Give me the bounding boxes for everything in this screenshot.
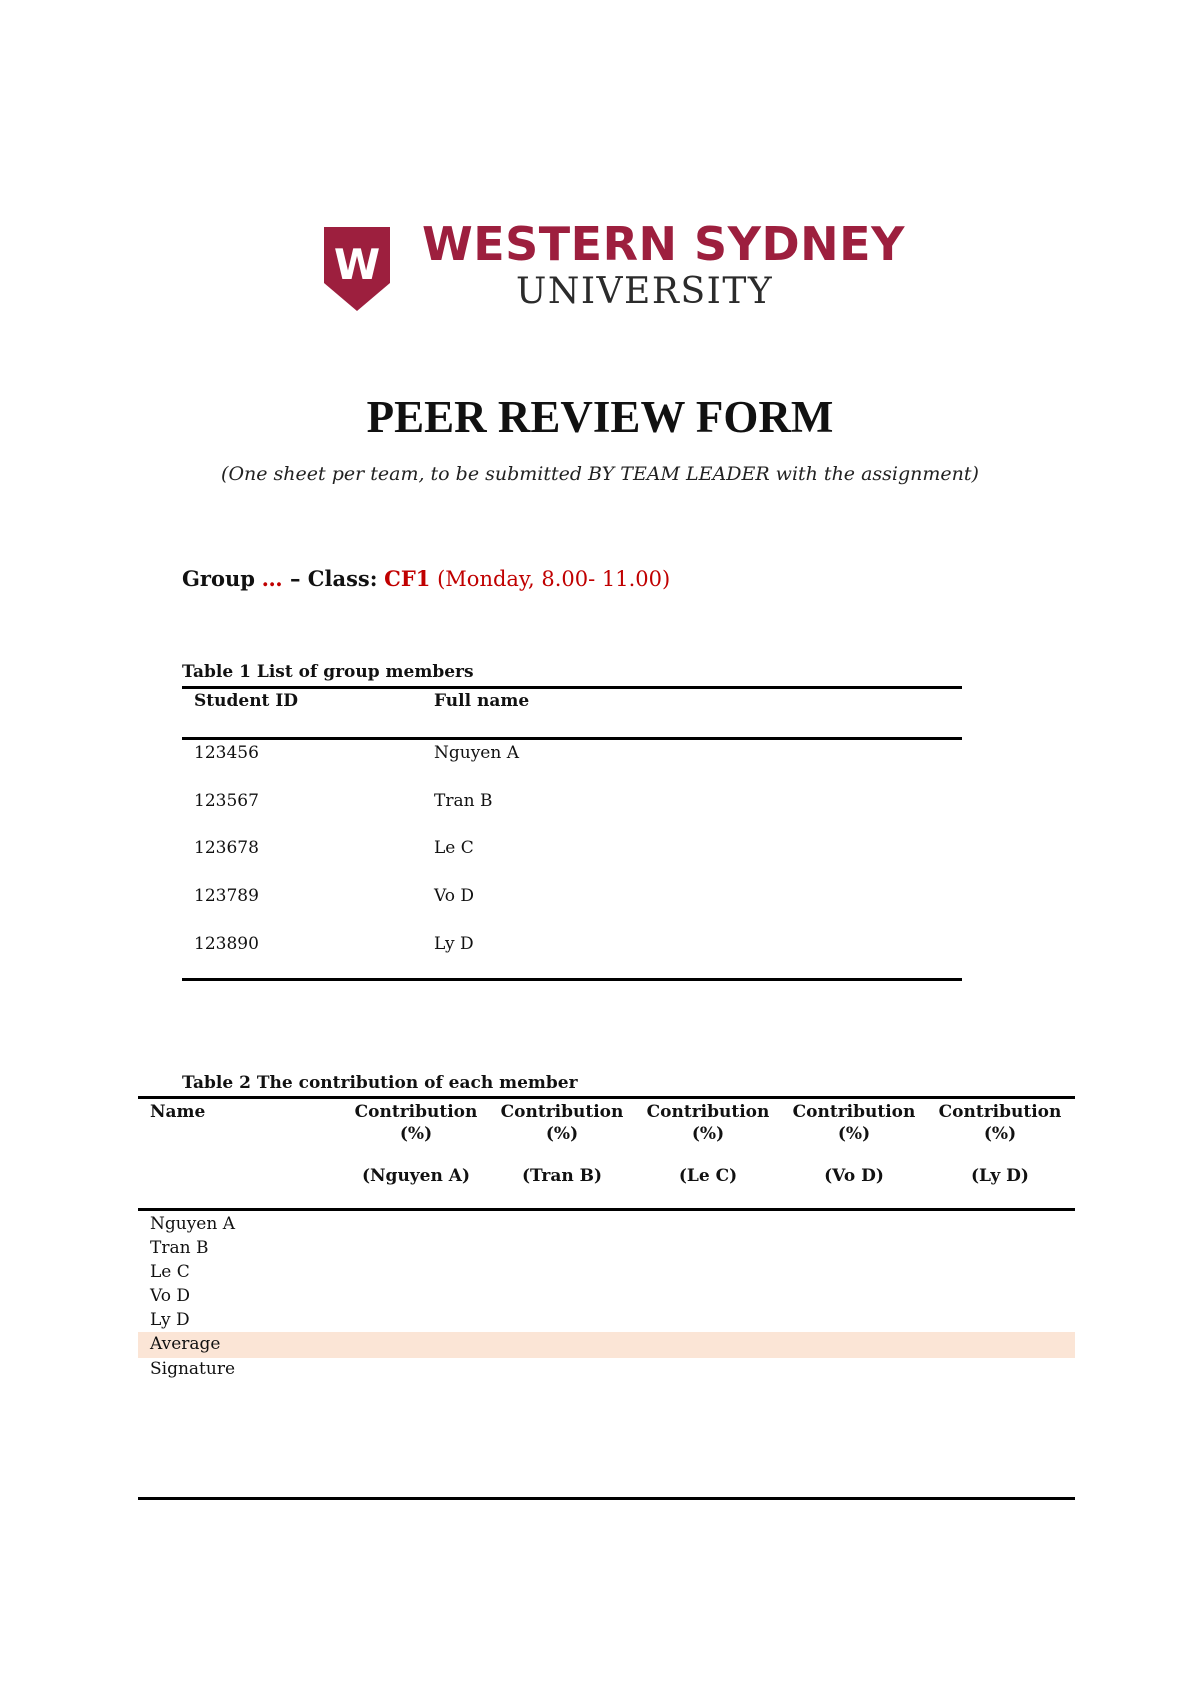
table1-student-id: 123890 [194,934,259,954]
table1-bottom-rule [182,978,962,981]
contribution-member: (Le C) [678,1166,738,1187]
table1-student-id: 123567 [194,791,259,811]
logo-wordmark-line1: WESTERN SYDNEY [422,217,905,271]
group-separator: – [282,566,308,591]
table2-row-name: Le C [150,1262,190,1282]
page-title: PEER REVIEW FORM [366,392,834,442]
contribution-unit: (%) [545,1124,579,1145]
table2-row-name: Vo D [150,1286,190,1306]
class-label: Class: [307,566,378,591]
page-subtitle: (One sheet per team, to be submitted BY TEAM LEADER with the assignment) [221,463,979,485]
table1-caption: Table 1 List of group members [182,662,474,682]
university-logo [324,217,905,315]
table2-top-rule [138,1096,1075,1099]
contribution-member: (Vo D) [824,1166,884,1187]
contribution-label: Contribution [938,1102,1062,1122]
table1-header-rule [182,737,962,740]
class-value: CF1 [384,566,431,591]
table1-full-name: Tran B [434,791,493,811]
table2-header-contribution [492,1101,632,1187]
group-class-line [182,566,670,592]
class-schedule: (Monday, 8.00- 11.00) [437,567,671,591]
contribution-label: Contribution [500,1102,624,1122]
contribution-label: Contribution [354,1102,478,1122]
table2-caption: Table 2 The contribution of each member [182,1073,578,1093]
contribution-member: (Nguyen A) [361,1166,471,1187]
table1-full-name: Ly D [434,934,474,954]
average-row-highlight [138,1332,1075,1358]
logo-wordmark-line2: UNIVERSITY [516,271,774,312]
shield-letter: W [333,240,381,289]
table2-header-contribution [638,1101,778,1187]
table2-header-name: Name [150,1102,206,1122]
group-label: Group [182,566,255,591]
contribution-label: Contribution [646,1102,770,1122]
table1-full-name: Nguyen A [434,743,519,763]
table1-header-student-id: Student ID [194,691,299,711]
table2-header-contribution [930,1101,1070,1187]
table1-header-full-name: Full name [434,691,530,711]
contribution-unit: (%) [691,1124,725,1145]
group-value: … [261,566,283,591]
contribution-unit: (%) [399,1124,433,1145]
table1-full-name: Le C [434,838,474,858]
table2-bottom-rule [138,1497,1075,1500]
table1-student-id: 123678 [194,838,259,858]
table2-row-signature: Signature [150,1359,236,1379]
table1-student-id: 123456 [194,743,259,763]
table1-top-rule [182,686,962,689]
contribution-member: (Ly D) [971,1166,1029,1187]
table2-row-name: Nguyen A [150,1214,235,1234]
contribution-unit: (%) [837,1124,871,1145]
table2-header-contribution [346,1101,486,1187]
table1-full-name: Vo D [434,886,474,906]
table2-header-rule [138,1208,1075,1211]
table2-header-contribution [784,1101,924,1187]
contribution-label: Contribution [792,1102,916,1122]
contribution-member: (Tran B) [521,1166,603,1187]
table1-student-id: 123789 [194,886,259,906]
contribution-unit: (%) [983,1124,1017,1145]
university-shield-icon [324,227,390,311]
table2-row-name: Ly D [150,1310,190,1330]
table2-row-name: Tran B [150,1238,209,1258]
table2-row-average: Average [150,1334,221,1354]
